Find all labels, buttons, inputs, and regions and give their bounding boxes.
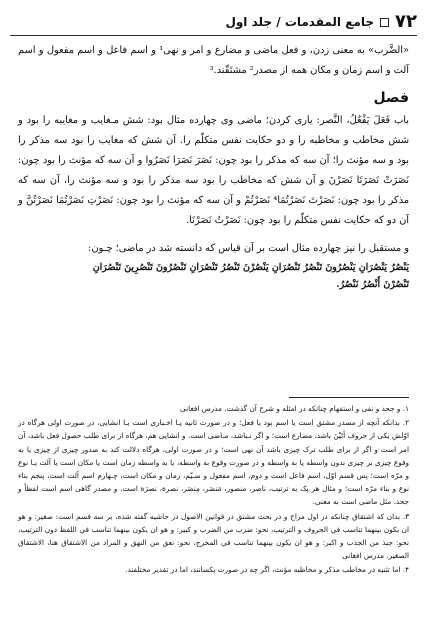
header-square-icon — [380, 18, 389, 27]
intro-paragraph: «الضَّرب» به معنی زدن، و فعل ماضی و مضارع و امر و نهی¹ و اسم فاعل و اسم مفعول و اسم آلت و اسم زمان و مکان همه از مصدر² مشتَقّند.³ — [18, 45, 409, 76]
footnotes — [18, 402, 409, 578]
page-number: ۷۲ — [395, 11, 417, 32]
footnote-4: ۴. اما تثنیه در مخاطب مذکر و مخاطبه مؤنث، اگر چه در صورت یکسانند، اما در تقدیر مختلفند. — [125, 565, 409, 575]
mustaqbal-paragraph: و مستقبل را نیز چهارده مثال است بر آن قیاس که دانسته شد در ماضی؛ چـون: — [88, 243, 409, 254]
footnote-rule — [289, 397, 409, 398]
verb-list-line-1: يَنْصُرُ يَنْصُرَانِ يَنْصُرُونَ تَنْصُرُ تَنْصُرَانِ يَنْصُرْنَ تَنْصُرُ تَنْصُرَانِ تَنْصُرُونَ تَنْصُرِينَ تَنْصُرَانِ — [92, 262, 409, 273]
running-title: جامع المقدمات / جلد اول — [225, 15, 375, 29]
main-text — [18, 38, 409, 293]
section-paragraph: باب فَعَلَ يَفْعُلُ، النَّصر: یاری کردن؛ ماضی وی چهارده مثال بود: شش مـغایب و مغایبه را بود و شش مخاطب و مخاطبه را و دو حکایت نفس متکلّم را. آن شش که مغایب را بود سه مذکر را بود و سه مؤنث را؛ آن سه که مذکر را بود چون: نَصَرَ نَصَرَا نَصَرُوا و آن سه که مؤنث را بود چون: نَصَرَتْ نَصَرَتَا نَصَرْنَ و آن شش که مخاطب را بود سه مذکر را بود و سه مؤنث را، آن سه که مذکر را بود چون: نَصَرْتَ نَصَرْتُمَا⁴ نَصَرْتُمْ و آن سه که مؤنث را بود چون: نَصَرْتِ نَصَرْتُمَا نَصَرْتُنَّ و آن دو که حکایت نفس متکلّم را بود چون: نَصَرْتُ نَصَرْنَا. — [18, 115, 409, 226]
header-rule — [10, 35, 417, 36]
footnote-3: ۳. بدان که اشتقاق چنانکه در اول مراح و در بحث مشتق در قوانین الاصول در حاشیه گفته شده، بر سه قسم است: صغیر: و هو ان يكون بينهما تناسب في الحروف و الترتيب، نحو: ضرب من الضرب و كبير: و هو ان يكون بينهما تناسب في اللفظ دون الترتيب، نحو: جبذ من الجذب و اكبر: و هو ان يكون بينهما تناسب في المخرج، نحو: نعق من النهق و المراد من الاشتقاق هنا، الاشتقاق الصغير. مدرس افغانی — [18, 511, 409, 561]
section-heading: فصل — [373, 90, 409, 106]
footnote-1: ۱. و جحد و نفی و استفهام چنانکه در امثله و شرح آن گذشت. مدرس افغانی — [180, 404, 409, 413]
page-header — [10, 10, 417, 34]
verb-list-line-2: تَنْصُرْنَ أَنْصُرُ نَنْصُرُ. — [336, 279, 409, 290]
footnote-2: ۲. بدانکه آنچه از مصدر مشتق است یا اسم بود یا فعل؛ و در صورت ثانیه یـا اخـباری است یـا انشایی، در صورت اولی هرگاه در اوّلش یکی از حروف أتَيْنَ باشد، مضارع است؛ و اگر نـباشد، مـاضی است. و انشایی هم، هرگاه از برای طلب حصول فعل باشد، آن امر است و اگر از برای طلب ترک چیزی باشد آن نهی است؛ و در صورت اولی، هرگاه دلالت کند به صدور چیزی از چیزی یا به وقوع چیزی بر چیزی بدون واسطه یا به واسطه و در صورت وقوع به واسطه، یا به واسطه زمان است یا مکان است یا آلت یـا نوع و مرّه است؛ پس قسم اوّل، اسم فاعل است و دوم، اسم مفعول و سـیّم، زمان و مکان است، چـهارم اسم آلت است، پنجم بناء نوع و بناء مرّه است؛ و مثال هر یک به ترتیب، ناصر، منصور، مَنصَر، مِنصَر، نصرة، نصرَة است. و مصدر گاهی اسم است لفظاً و جحد، مثل ماضی است به معنی. — [18, 418, 409, 507]
